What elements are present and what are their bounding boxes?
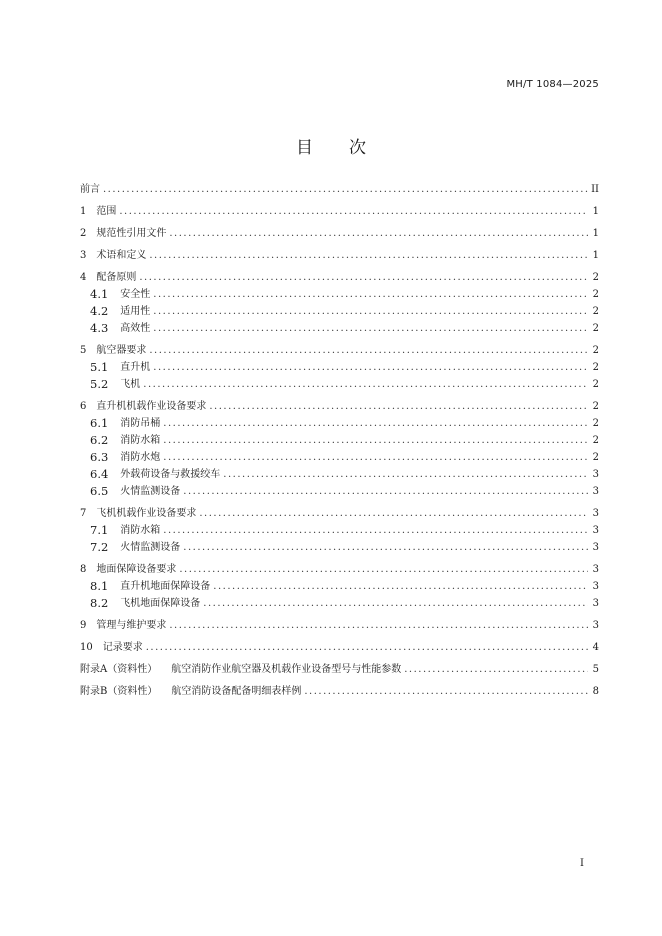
toc-entry[interactable] — [80, 683, 599, 700]
toc-entry-page: 3 — [592, 542, 599, 553]
toc-list — [80, 181, 599, 700]
toc-entry-title: 管理与维护要求 — [96, 620, 167, 631]
toc-entry-number: 4.1 — [90, 287, 109, 301]
toc-leader-dots — [163, 432, 588, 449]
toc-entry-title: 消防水箱 — [120, 435, 161, 446]
toc-entry[interactable] — [80, 303, 599, 320]
toc-entry[interactable] — [80, 342, 599, 359]
toc-entry-page: 4 — [592, 642, 599, 653]
toc-entry-number: 5 — [80, 345, 87, 356]
toc-leader-dots — [153, 320, 588, 337]
toc-entry-page: 8 — [592, 686, 599, 697]
toc-entry-page: 2 — [592, 362, 599, 373]
toc-entry-title: 航空消防作业航空器及机载作业设备型号与性能参数 — [171, 664, 402, 675]
toc-leader-dots — [153, 303, 588, 320]
toc-entry-title: 飞机 — [120, 379, 141, 390]
toc-entry-title: 直升机地面保障设备 — [120, 581, 211, 592]
toc-entry-title: 记录要求 — [102, 642, 143, 653]
toc-leader-dots — [103, 181, 588, 198]
toc-entry[interactable] — [80, 203, 599, 220]
toc-leader-dots — [149, 342, 588, 359]
toc-entry[interactable] — [80, 432, 599, 449]
toc-leader-dots — [404, 661, 588, 678]
toc-entry-number: 6.5 — [90, 484, 109, 498]
toc-entry-page: 2 — [592, 345, 599, 356]
toc-entry[interactable] — [80, 561, 599, 578]
toc-entry-number: 1 — [80, 206, 87, 217]
document-code: MH/T 1084—2025 — [506, 79, 599, 90]
toc-entry-page: 2 — [592, 435, 599, 446]
toc-leader-dots — [146, 639, 588, 656]
toc-entry-title: 安全性 — [120, 289, 151, 300]
toc-entry-number: 4 — [80, 272, 87, 283]
toc-entry[interactable] — [80, 661, 599, 678]
toc-entry-page: 1 — [592, 206, 599, 217]
toc-entry[interactable] — [80, 181, 599, 198]
toc-entry[interactable] — [80, 483, 599, 500]
toc-entry-page: 3 — [592, 564, 599, 575]
toc-entry-number: 10 — [80, 642, 93, 653]
toc-entry-page: 2 — [592, 272, 599, 283]
toc-entry-page: II — [591, 184, 599, 195]
toc-entry-title: 配备原则 — [96, 272, 137, 283]
toc-entry-page: 3 — [592, 525, 599, 536]
toc-entry[interactable] — [80, 398, 599, 415]
toc-entry-title: 前言 — [80, 184, 100, 195]
toc-entry-number: 2 — [80, 228, 87, 239]
toc-leader-dots — [169, 617, 588, 634]
toc-leader-dots — [163, 415, 588, 432]
toc-entry-page: 1 — [592, 228, 599, 239]
toc-entry-page: 2 — [592, 401, 599, 412]
toc-entry-page: 3 — [592, 581, 599, 592]
toc-entry-number: 附录B（资料性） — [80, 686, 158, 697]
toc-title: 目次 — [296, 138, 402, 158]
toc-entry-title: 飞机机载作业设备要求 — [96, 508, 197, 519]
toc-entry-number: 6.4 — [90, 467, 109, 481]
toc-entry[interactable] — [80, 522, 599, 539]
toc-entry-page: 3 — [592, 598, 599, 609]
toc-leader-dots — [163, 522, 588, 539]
toc-leader-dots — [183, 539, 588, 556]
toc-entry-number: 3 — [80, 250, 87, 261]
toc-leader-dots — [179, 561, 588, 578]
toc-entry-page: 3 — [592, 469, 599, 480]
toc-entry-title: 范围 — [96, 206, 117, 217]
toc-entry[interactable] — [80, 225, 599, 242]
toc-leader-dots — [203, 595, 588, 612]
toc-entry-page: 3 — [592, 486, 599, 497]
toc-entry-title: 适用性 — [120, 306, 151, 317]
toc-entry-number: 4.2 — [90, 304, 109, 318]
toc-entry[interactable] — [80, 505, 599, 522]
toc-entry-title: 高效性 — [120, 323, 151, 334]
toc-entry-page: 3 — [592, 508, 599, 519]
toc-leader-dots — [169, 225, 588, 242]
toc-entry[interactable] — [80, 286, 599, 303]
toc-entry-page: 2 — [592, 306, 599, 317]
toc-entry-title: 航空消防设备配备明细表样例 — [171, 686, 302, 697]
toc-entry-number: 8.2 — [90, 596, 109, 610]
toc-entry[interactable] — [80, 359, 599, 376]
toc-entry-page: 3 — [592, 620, 599, 631]
toc-entry-page: 5 — [592, 664, 599, 675]
toc-entry-number: 6.2 — [90, 433, 109, 447]
toc-entry-title: 外载荷设备与救援绞车 — [120, 469, 221, 480]
toc-entry[interactable] — [80, 320, 599, 337]
toc-entry-page: 2 — [592, 418, 599, 429]
toc-leader-dots — [223, 466, 588, 483]
toc-entry-number: 6 — [80, 401, 87, 412]
toc-entry-title: 火情监测设备 — [120, 542, 181, 553]
toc-entry-number: 8 — [80, 564, 87, 575]
toc-entry-title: 航空器要求 — [96, 345, 147, 356]
toc-leader-dots — [213, 578, 588, 595]
toc-entry-number: 5.2 — [90, 377, 109, 391]
toc-leader-dots — [139, 269, 588, 286]
toc-entry-page: 2 — [592, 452, 599, 463]
toc-entry-title: 消防吊桶 — [120, 418, 161, 429]
toc-entry-title: 规范性引用文件 — [96, 228, 167, 239]
toc-leader-dots — [153, 286, 588, 303]
toc-entry[interactable] — [80, 595, 599, 612]
toc-entry-page: 2 — [592, 323, 599, 334]
toc-entry-title: 火情监测设备 — [120, 486, 181, 497]
toc-entry-title: 消防水箱 — [120, 525, 161, 536]
toc-entry-title: 直升机机载作业设备要求 — [96, 401, 207, 412]
toc-entry-page: 2 — [592, 379, 599, 390]
toc-entry[interactable] — [80, 269, 599, 286]
toc-entry[interactable] — [80, 539, 599, 556]
toc-entry-title: 飞机地面保障设备 — [120, 598, 201, 609]
toc-entry-page: 1 — [592, 250, 599, 261]
toc-entry-page: 2 — [592, 289, 599, 300]
toc-entry-number: 9 — [80, 620, 87, 631]
toc-leader-dots — [119, 203, 588, 220]
toc-entry-number: 6.1 — [90, 416, 109, 430]
toc-leader-dots — [149, 247, 588, 264]
toc-entry-title: 消防水炮 — [120, 452, 161, 463]
toc-entry-number: 8.1 — [90, 579, 109, 593]
toc-leader-dots — [163, 449, 588, 466]
toc-entry-title: 术语和定义 — [96, 250, 147, 261]
toc-entry-number: 6.3 — [90, 450, 109, 464]
toc-entry-number: 4.3 — [90, 321, 109, 335]
toc-entry[interactable] — [80, 449, 599, 466]
toc-entry-number: 7.1 — [90, 523, 109, 537]
toc-leader-dots — [153, 359, 588, 376]
toc-entry[interactable] — [80, 247, 599, 264]
toc-entry-number: 7.2 — [90, 540, 109, 554]
toc-entry-number: 7 — [80, 508, 87, 519]
toc-entry[interactable] — [80, 639, 599, 656]
toc-leader-dots — [304, 683, 588, 700]
toc-entry[interactable] — [80, 578, 599, 595]
toc-entry-number: 附录A（资料性） — [80, 664, 158, 675]
toc-leader-dots — [209, 398, 588, 415]
toc-entry[interactable] — [80, 415, 599, 432]
toc-entry-title: 地面保障设备要求 — [96, 564, 177, 575]
toc-entry[interactable] — [80, 466, 599, 483]
toc-leader-dots — [183, 483, 588, 500]
toc-leader-dots — [199, 505, 588, 522]
toc-entry[interactable] — [80, 617, 599, 634]
toc-entry[interactable] — [80, 376, 599, 393]
toc-entry-number: 5.1 — [90, 360, 109, 374]
page-number: I — [580, 858, 584, 869]
toc-leader-dots — [143, 376, 588, 393]
toc-entry-title: 直升机 — [120, 362, 151, 373]
